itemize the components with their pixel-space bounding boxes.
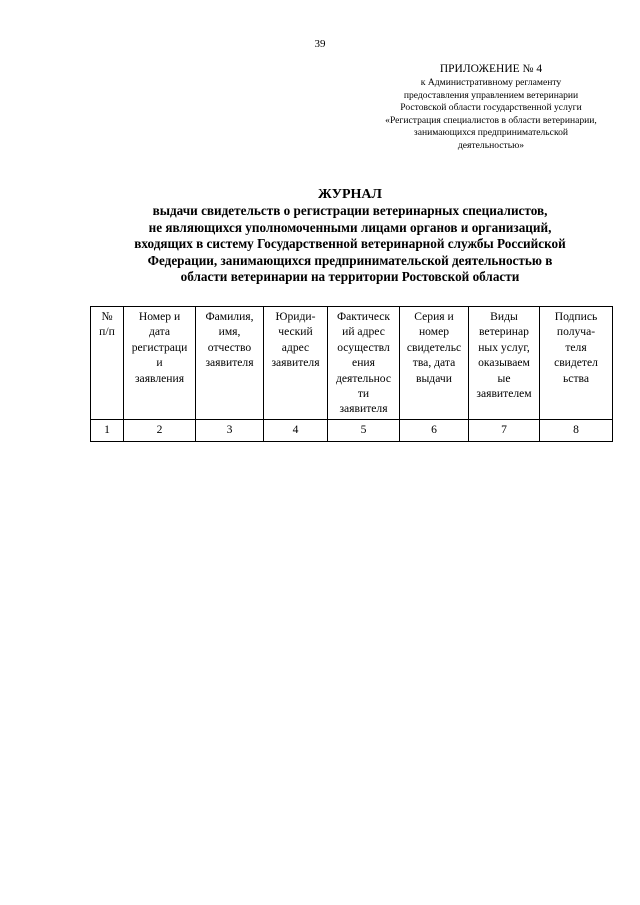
header-line: Фамилия,: [205, 310, 254, 323]
header-line: оказываем: [478, 356, 530, 370]
header-line: ческий: [278, 325, 313, 339]
table-header-row: [91, 307, 613, 420]
header-cell-actual-address: [328, 307, 400, 420]
header-line: адрес: [281, 340, 310, 354]
header-line: ных услуг,: [478, 340, 530, 354]
page-number: 39: [314, 38, 326, 50]
annex-line: к Административному регламенту: [420, 77, 562, 88]
header-line: осуществл: [337, 340, 390, 354]
journal-subtitle-line: не являющихся уполномоченными лицами органов и организаций,: [148, 219, 552, 235]
header-cell-certificate: [400, 307, 469, 420]
column-number-row: [91, 419, 613, 441]
header-line: и: [156, 356, 163, 370]
header-line: заявителя: [205, 356, 254, 370]
column-number-cell: 8: [540, 419, 613, 441]
header-line: ий адрес: [342, 325, 385, 339]
annex-line: «Регистрация специалистов в области ветеринарии,: [385, 114, 597, 126]
header-line: Юриди-: [275, 310, 316, 323]
header-line: свидетел: [554, 356, 598, 370]
header-line: п/п: [99, 325, 115, 339]
header-line: выдачи: [416, 371, 452, 385]
journal-subtitle-line: входящих в систему Государственной ветеринарной службы Российской: [134, 236, 566, 252]
header-line: свидетельс: [406, 340, 462, 354]
header-line: Серия и: [414, 310, 454, 323]
header-line: заявителем: [476, 387, 532, 401]
header-line: заявителя: [339, 402, 388, 416]
header-cell-applicant-name: [196, 307, 264, 420]
header-line: №: [101, 310, 113, 323]
annex-line: Ростовской области государственной услуги: [400, 102, 582, 113]
header-line: дата: [148, 325, 171, 339]
column-number-cell: 5: [328, 419, 400, 441]
journal-table: [90, 306, 613, 442]
header-line: ветеринар: [479, 325, 529, 339]
header-cell-registration: [124, 307, 196, 420]
journal-heading: [90, 186, 610, 286]
column-number-cell: 6: [400, 419, 469, 441]
header-line: получа-: [556, 325, 596, 339]
journal-subtitle-line: Федерации, занимающихся предпринимательской деятельностью в: [147, 252, 553, 268]
header-line: номер: [418, 325, 450, 339]
header-line: регистраци: [131, 340, 188, 354]
journal-subtitle-line: области ветеринарии на территории Ростовской области: [180, 269, 520, 285]
column-number-cell: 1: [91, 419, 124, 441]
annex-block: [356, 62, 626, 152]
header-line: ые: [497, 371, 511, 385]
header-line: Номер и: [138, 310, 181, 323]
journal-title: ЖУРНАЛ: [318, 187, 382, 202]
annex-line: предоставления управлением ветеринарии: [403, 89, 579, 101]
header-line: заявления: [134, 371, 185, 385]
journal-subtitle-line: выдачи свидетельств о регистрации ветеринарных специалистов,: [152, 203, 548, 218]
header-line: отчество: [207, 340, 252, 354]
column-number-cell: 2: [124, 419, 196, 441]
header-line: ти: [357, 387, 370, 401]
header-line: теля: [565, 340, 587, 354]
header-line: деятельнос: [335, 371, 392, 385]
header-line: тва, дата: [412, 356, 456, 370]
header-cell-signature: [540, 307, 613, 420]
header-cell-legal-address: [264, 307, 328, 420]
column-number-cell: 3: [196, 419, 264, 441]
header-cell-services: [469, 307, 540, 420]
header-line: Виды: [490, 310, 518, 323]
header-line: имя,: [218, 325, 241, 339]
annex-title: ПРИЛОЖЕНИЕ № 4: [439, 63, 543, 75]
header-line: Подпись: [554, 310, 598, 323]
header-cell-number: [91, 307, 124, 420]
column-number-cell: 7: [469, 419, 540, 441]
header-line: ьства: [563, 371, 589, 385]
header-line: Фактическ: [336, 310, 391, 323]
header-line: ения: [352, 356, 375, 370]
annex-line: деятельностью»: [457, 139, 525, 151]
column-number-cell: 4: [264, 419, 328, 441]
annex-line: занимающихся предпринимательской: [413, 127, 569, 138]
header-line: заявителя: [271, 356, 320, 370]
